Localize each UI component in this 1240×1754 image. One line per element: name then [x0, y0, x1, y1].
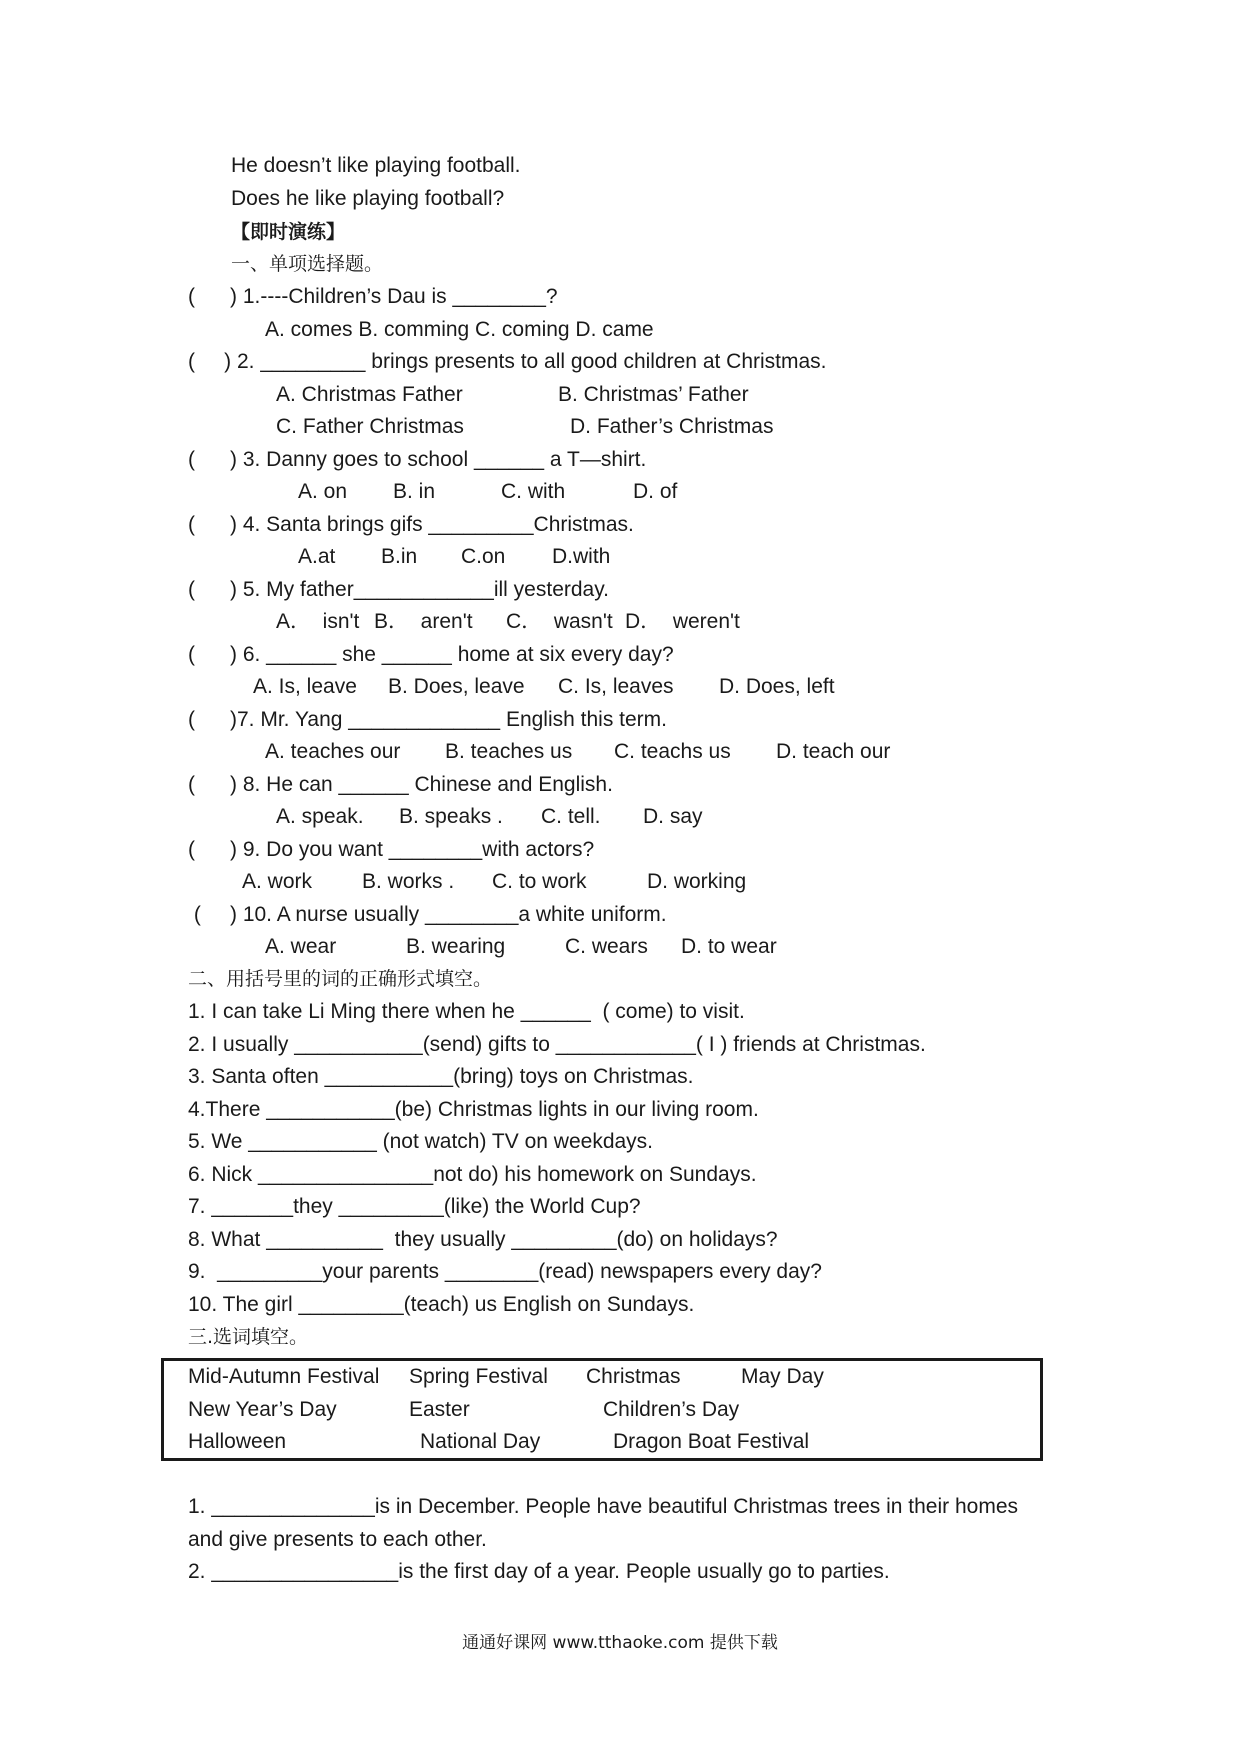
question-3-option-b: B. in [393, 480, 436, 503]
question-6-option-c: C. Is, leaves [558, 675, 674, 698]
question-5-stem: ( ) 5. My father____________ill yesterday. [188, 578, 610, 601]
word-box-item: Spring Festival [409, 1365, 548, 1388]
question-3-option-a: A. on [298, 480, 348, 503]
question-4-option-c: C.on [461, 545, 506, 568]
question-7-option-a: A. teaches our [265, 740, 401, 763]
word-box-item: New Year’s Day [188, 1398, 337, 1421]
question-2-option-c: C. Father Christmas [276, 415, 464, 438]
question-5-option-d: D． weren't [625, 610, 740, 633]
fill-item-7: 7. _______they _________(like) the World Cup? [188, 1195, 641, 1218]
fill-item-9: 9. _________your parents ________(read) newspapers every day? [188, 1260, 822, 1283]
question-9-option-c: C. to work [492, 870, 587, 893]
question-10-stem: ( ) 10. A nurse usually ________a white uniform. [188, 903, 667, 926]
question-9-option-b: B. works . [362, 870, 455, 893]
question-10-option-c: C. wears [565, 935, 648, 958]
word-box-item: Dragon Boat Festival [613, 1430, 810, 1453]
word-box-item: Mid-Autumn Festival [188, 1365, 380, 1388]
fill-item-3: 3. Santa often ___________(bring) toys on Christmas. [188, 1065, 694, 1088]
question-5-option-a: A． isn't [276, 610, 360, 633]
question-9-stem: ( ) 9. Do you want ________with actors? [188, 838, 595, 861]
question-8-option-a: A. speak. [276, 805, 364, 828]
question-3-option-d: D. of [633, 480, 678, 503]
question-10-option-b: B. wearing [406, 935, 506, 958]
fill-item-8: 8. What __________ they usually _________(do) on holidays? [188, 1228, 778, 1251]
word-box-item: May Day [741, 1365, 824, 1388]
question-6-option-b: B. Does, leave [388, 675, 525, 698]
question-1-options: A. comes B. comming C. coming D. came [265, 318, 654, 341]
question-5-option-b: B． aren't [374, 610, 473, 633]
word-box-item: Christmas [586, 1365, 681, 1388]
section-1-title: 一、单项选择题。 [231, 253, 384, 275]
question-2-option-d: D. Father’s Christmas [570, 415, 774, 438]
fill-item-4: 4.There ___________(be) Christmas lights in our living room. [188, 1098, 759, 1121]
question-7-option-c: C. teachs us [614, 740, 731, 763]
intro-line-2: Does he like playing football? [231, 187, 505, 210]
question-4-option-d: D.with [552, 545, 611, 568]
question-4-option-a: A.at [298, 545, 336, 568]
fill-item-10: 10. The girl _________(teach) us English on Sundays. [188, 1293, 695, 1316]
question-8-option-b: B. speaks . [399, 805, 503, 828]
fill-item-6: 6. Nick _______________not do) his homework on Sundays. [188, 1163, 757, 1186]
question-1-stem: ( ) 1.----Children’s Dau is ________? [188, 285, 558, 308]
choose-item-1-line-1: 1. ______________is in December. People have beautiful Christmas trees in their homes [188, 1495, 1019, 1518]
question-4-option-b: B.in [381, 545, 418, 568]
word-box-item: Easter [409, 1398, 470, 1421]
question-6-stem: ( ) 6. ______ she ______ home at six every day? [188, 643, 674, 666]
fill-item-5: 5. We ___________ (not watch) TV on weekdays. [188, 1130, 654, 1153]
question-10-option-d: D. to wear [681, 935, 777, 958]
question-2-stem: ( ) 2. _________ brings presents to all good children at Christmas. [188, 350, 827, 373]
question-9-option-a: A. work [242, 870, 313, 893]
word-box-item: National Day [420, 1430, 541, 1453]
fill-item-1: 1. I can take Li Ming there when he ______ ( come) to visit. [188, 1000, 745, 1023]
choose-item-1-line-2: and give presents to each other. [188, 1528, 487, 1551]
intro-line-1: He doesn’t like playing football. [231, 154, 521, 177]
question-7-stem: ( )7. Mr. Yang _____________ English this term. [188, 708, 668, 731]
question-2-option-a: A. Christmas Father [276, 383, 463, 406]
question-3-option-c: C. with [501, 480, 566, 503]
question-6-option-d: D. Does, left [719, 675, 835, 698]
practice-heading: 【即时演练】 [231, 221, 346, 243]
word-box-item: Halloween [188, 1430, 287, 1453]
footer-text: 通通好课网 www.tthaoke.com 提供下载 [462, 1633, 778, 1653]
question-8-stem: ( ) 8. He can ______ Chinese and English. [188, 773, 613, 796]
question-5-option-c: C． wasn't [506, 610, 613, 633]
question-7-option-d: D. teach our [776, 740, 891, 763]
question-7-option-b: B. teaches us [445, 740, 573, 763]
question-8-option-c: C. tell. [541, 805, 601, 828]
question-3-stem: ( ) 3. Danny goes to school ______ a T—shirt. [188, 448, 647, 471]
question-6-option-a: A. Is, leave [253, 675, 357, 698]
fill-item-2: 2. I usually ___________(send) gifts to ____________( I ) friends at Christmas. [188, 1033, 926, 1056]
question-9-option-d: D. working [647, 870, 747, 893]
question-4-stem: ( ) 4. Santa brings gifs _________Christmas. [188, 513, 634, 536]
choose-item-2: 2. ________________is the first day of a year. People usually go to parties. [188, 1560, 890, 1583]
question-10-option-a: A. wear [265, 935, 337, 958]
section-2-title: 二、用括号里的词的正确形式填空。 [188, 968, 493, 990]
word-box-item: Children’s Day [603, 1398, 740, 1421]
question-2-option-b: B. Christmas’ Father [558, 383, 749, 406]
section-3-title: 三.选词填空。 [188, 1326, 309, 1348]
question-8-option-d: D. say [643, 805, 703, 828]
